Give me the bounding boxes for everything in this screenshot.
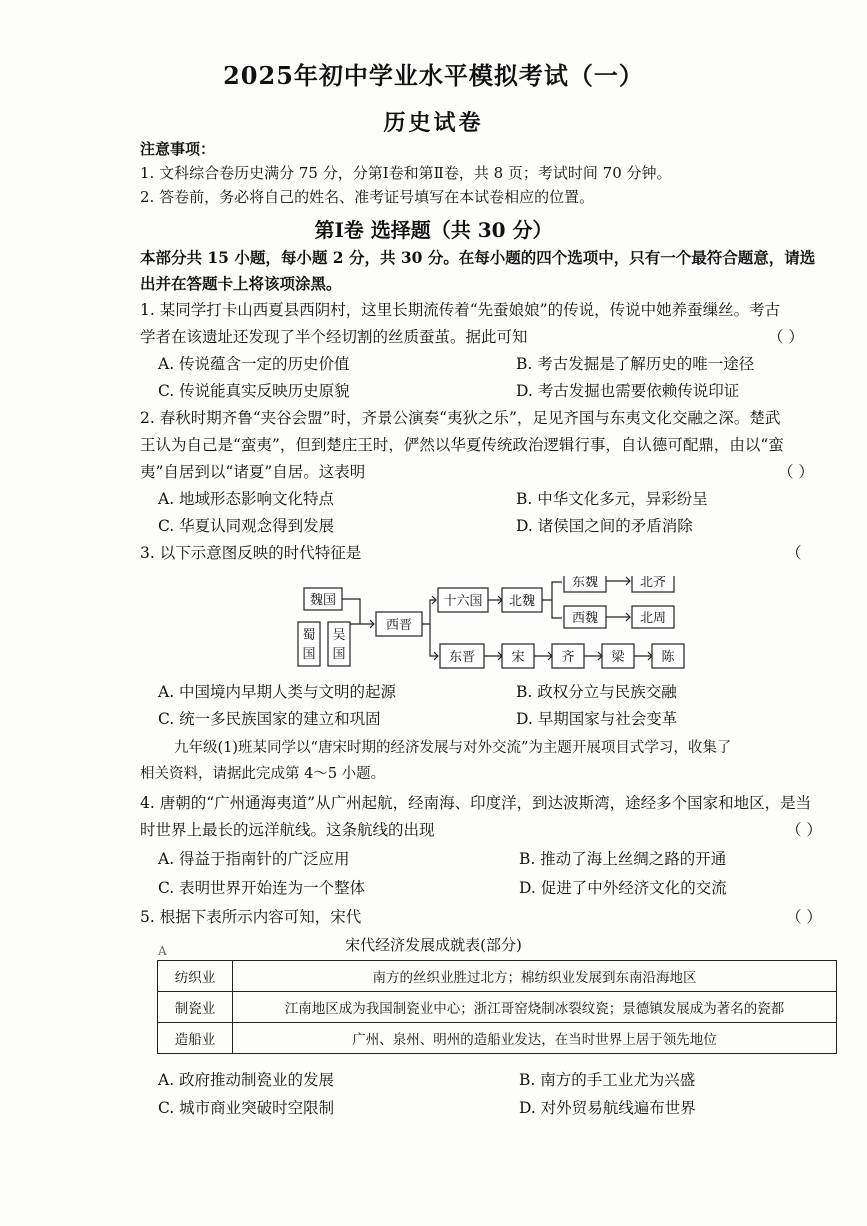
connector (422, 600, 436, 624)
note-item: 2. 答卷前，务必将自己的姓名、准考证号填写在本试卷相应的位置。 (140, 188, 595, 206)
connector (542, 582, 562, 600)
answer-bracket: （ ） (778, 463, 814, 481)
option-b: B. 中华文化多元，异彩纷呈 (516, 490, 708, 508)
context-paragraph: 相关资料，请据此完成第 4～5 小题。 (140, 766, 386, 782)
question-5-stem: 5. 根据下表所示内容可知，宋代 (140, 908, 362, 926)
option-c: C. 统一多民族国家的建立和巩固 (158, 710, 381, 728)
label-chen: 陈 (661, 650, 675, 665)
answer-bracket: （ ） (786, 821, 822, 839)
label-beiwei: 北魏 (508, 594, 536, 609)
song-economy-table (157, 960, 837, 1054)
label-dongwei: 东魏 (571, 576, 599, 590)
question-1-stem: 1. 某同学打卡山西夏县西阴村，这里长期流传着“先蚕娘娘”的传说，传说中她养蚕缫丝。考古 (140, 301, 781, 319)
option-c: C. 表明世界开始连为一个整体 (158, 879, 366, 897)
label-weiguo: 魏国 (309, 593, 337, 608)
table-cell-content: 江南地区成为我国制瓷业中心；浙江哥窑烧制冰裂纹瓷；景德镇发展成为著名的瓷都 (233, 992, 837, 1023)
table-title: 宋代经济发展成就表(部分) (345, 936, 522, 954)
question-2-stem: 王认为自己是“蛮夷”，但到楚庄王时，俨然以华夏传统政治逻辑行事，自认德可配鼎，由以“蛮 (140, 436, 784, 454)
corner-mark: A (158, 944, 167, 958)
table-row (158, 961, 837, 992)
option-b: B. 推动了海上丝绸之路的开通 (519, 850, 727, 868)
option-a: A. 传说蕴含一定的历史价值 (158, 355, 350, 373)
option-b: B. 考古发掘是了解历史的唯一途径 (516, 355, 755, 373)
exam-subtitle: 历史试卷 (383, 110, 484, 136)
question-2-stem: 2. 春秋时期齐鲁“夹谷会盟”时，齐景公演奏“夷狄之乐”，足见齐国与东夷文化交融之深。楚武 (140, 409, 781, 427)
option-a: A. 中国境内早期人类与文明的起源 (158, 683, 397, 701)
option-b: B. 南方的手工业尤为兴盛 (519, 1071, 696, 1089)
question-2-stem: 夷”自居到以“诸夏”自居。这表明 (140, 463, 366, 481)
answer-bracket: （ (786, 544, 802, 562)
question-4-stem: 时世界上最长的远洋航线。这条航线的出现 (140, 821, 435, 839)
answer-bracket: （ ） (768, 328, 804, 346)
option-c: C. 华夏认同观念得到发展 (158, 517, 335, 535)
question-3-stem: 3. 以下示意图反映的时代特征是 (140, 544, 362, 562)
option-c: C. 城市商业突破时空限制 (158, 1099, 335, 1117)
context-paragraph: 九年级(1)班某同学以“唐宋时期的经济发展与对外交流”为主题开展项目式学习，收集了 (174, 740, 732, 756)
label-dongjin: 东晋 (448, 650, 476, 665)
table-row (158, 992, 837, 1023)
label-beiqi: 北齐 (639, 576, 667, 590)
table-cell-content: 广州、泉州、明州的造船业发达，在当时世界上居于领先地位 (233, 1023, 837, 1054)
label-beizhou: 北周 (639, 611, 667, 626)
option-d: D. 促进了中外经济文化的交流 (519, 879, 727, 897)
label-xiwei: 西魏 (571, 611, 599, 626)
table-cell-category: 造船业 (158, 1023, 233, 1054)
label-shuguo-1: 蜀 (302, 628, 316, 643)
table-cell-category: 制瓷业 (158, 992, 233, 1023)
question-1-stem: 学者在该遗址还发现了半个经切割的丝质蚕茧。据此可知 (140, 328, 528, 346)
section-intro: 出并在答题卡上将该项涂黑。 (140, 274, 342, 293)
label-shuguo-2: 国 (302, 647, 316, 662)
option-d: D. 对外贸易航线遍布世界 (519, 1099, 696, 1117)
dynasty-diagram (290, 576, 700, 676)
option-c: C. 传说能真实反映历史原貌 (158, 382, 350, 400)
label-qi: 齐 (561, 650, 575, 665)
option-d: D. 考古发掘也需要依赖传说印证 (516, 382, 740, 400)
option-a: A. 地域形态影响文化特点 (158, 490, 335, 508)
section-intro: 本部分共 15 小题，每小题 2 分，共 30 分。在每小题的四个选项中，只有一个最符合题意，请选 (140, 248, 816, 267)
note-item: 1. 文科综合卷历史满分 75 分，分第Ⅰ卷和第Ⅱ卷，共 8 页；考试时间 70 分钟。 (140, 164, 672, 182)
connector (430, 624, 438, 656)
option-d: D. 诸侯国之间的矛盾消除 (516, 517, 693, 535)
option-b: B. 政权分立与民族交融 (516, 683, 677, 701)
label-wuguo-2: 国 (332, 647, 346, 662)
table-cell-category: 纺织业 (158, 961, 233, 992)
label-xijin: 西晋 (385, 618, 413, 633)
option-a: A. 政府推动制瓷业的发展 (158, 1071, 335, 1089)
table-cell-content: 南方的丝织业胜过北方；棉纺织业发展到东南沿海地区 (233, 961, 837, 992)
exam-title: 2025年初中学业水平模拟考试（一） (223, 61, 644, 90)
label-wuguo-1: 吴 (332, 628, 346, 643)
connector (342, 599, 360, 624)
question-4-stem: 4. 唐朝的“广州通海夷道”从广州起航，经南海、印度洋，到达波斯湾，途经多个国家和地区，是当 (140, 794, 812, 812)
notes-heading: 注意事项： (140, 140, 216, 158)
label-song: 宋 (511, 650, 525, 665)
section-title: 第Ⅰ卷 选择题（共 30 分） (314, 218, 553, 242)
option-d: D. 早期国家与社会变革 (516, 710, 678, 728)
connector (552, 600, 562, 618)
label-shiliuguo: 十六国 (443, 594, 483, 609)
answer-bracket: （ ） (786, 908, 822, 926)
table-row (158, 1023, 837, 1054)
label-liang: 梁 (611, 650, 625, 665)
option-a: A. 得益于指南针的广泛应用 (158, 850, 350, 868)
